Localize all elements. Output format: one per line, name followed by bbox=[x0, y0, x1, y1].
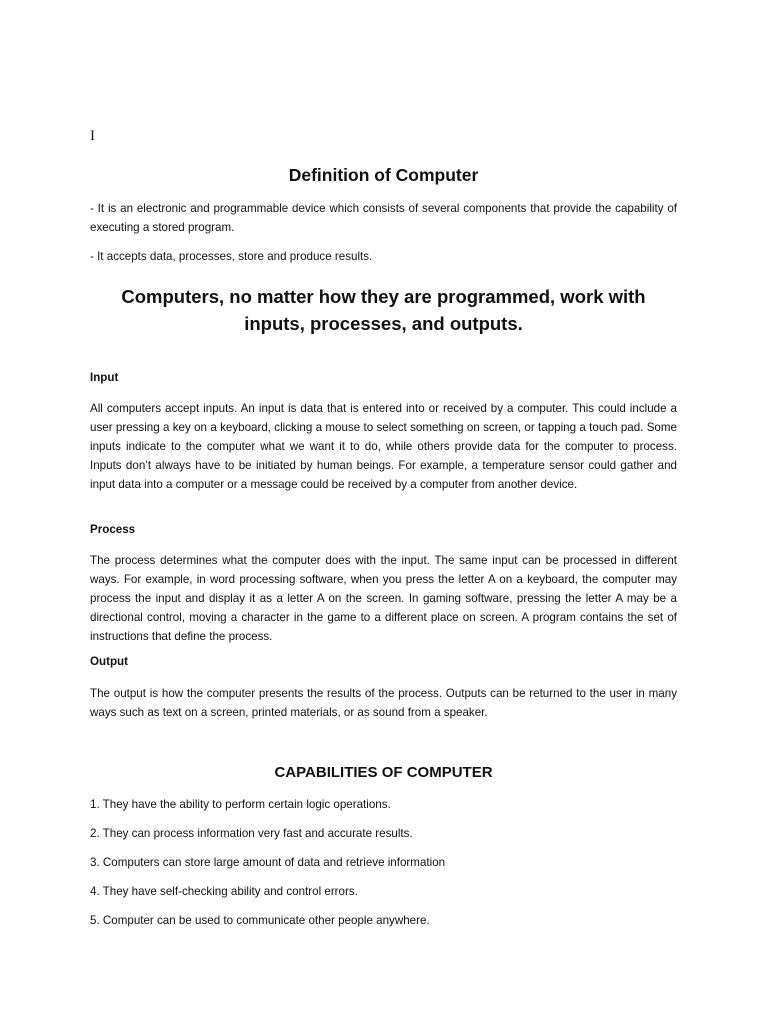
capability-item-4: 4. They have self-checking ability and control errors. bbox=[90, 885, 358, 898]
definition-line-1: - It is an electronic and programmable device which consists of several components that provide the capability of executing a stored program. bbox=[90, 202, 677, 234]
capabilities-list bbox=[90, 795, 677, 940]
process-paragraph: The process determines what the computer does with the input. The same input can be processed in different ways. For example, in word processing software, when you press the letter A on a keyboard, the computer may process the input and display it as a letter A on the screen. In gaming software, pressing the letter A may be a directional control, moving a character in the game to a different place on screen. A program contains the set of instructions that define the process. bbox=[90, 554, 677, 643]
process-heading: Process bbox=[90, 523, 136, 536]
input-paragraph: All computers accept inputs. An input is data that is entered into or received by a computer. This could include a user pressing a key on a keyboard, clicking a mouse to select something on screen, or tapping a touch pad. Some inputs indicate to the computer what we want it to do, while others provide data for the computer to process. Inputs don’t always have to be initiated by human beings. For example, a temperature sensor could gather and input data into a computer or a message could be received by a computer from another device. bbox=[90, 402, 677, 491]
definition-title: Definition of Computer bbox=[288, 165, 479, 185]
document-page bbox=[90, 0, 677, 1024]
capability-item-5: 5. Computer can be used to communicate other people anywhere. bbox=[90, 914, 430, 927]
subtitle-heading: Computers, no matter how they are programmed, work with inputs, processes, and outputs. bbox=[121, 286, 646, 334]
capability-item-2: 2. They can process information very fast and accurate results. bbox=[90, 827, 413, 840]
definition-line-2: - It accepts data, processes, store and produce results. bbox=[90, 250, 373, 263]
capabilities-title: CAPABILITIES OF COMPUTER bbox=[274, 764, 493, 781]
output-heading: Output bbox=[90, 655, 128, 668]
input-heading: Input bbox=[90, 371, 119, 384]
capability-item-1: 1. They have the ability to perform certain logic operations. bbox=[90, 798, 391, 811]
output-paragraph: The output is how the computer presents the results of the process. Outputs can be returned to the user in many ways such as text on a screen, printed materials, or as sound from a speaker. bbox=[90, 687, 677, 719]
capability-item-3: 3. Computers can store large amount of data and retrieve information bbox=[90, 856, 446, 869]
text-cursor-mark: I bbox=[90, 128, 95, 144]
